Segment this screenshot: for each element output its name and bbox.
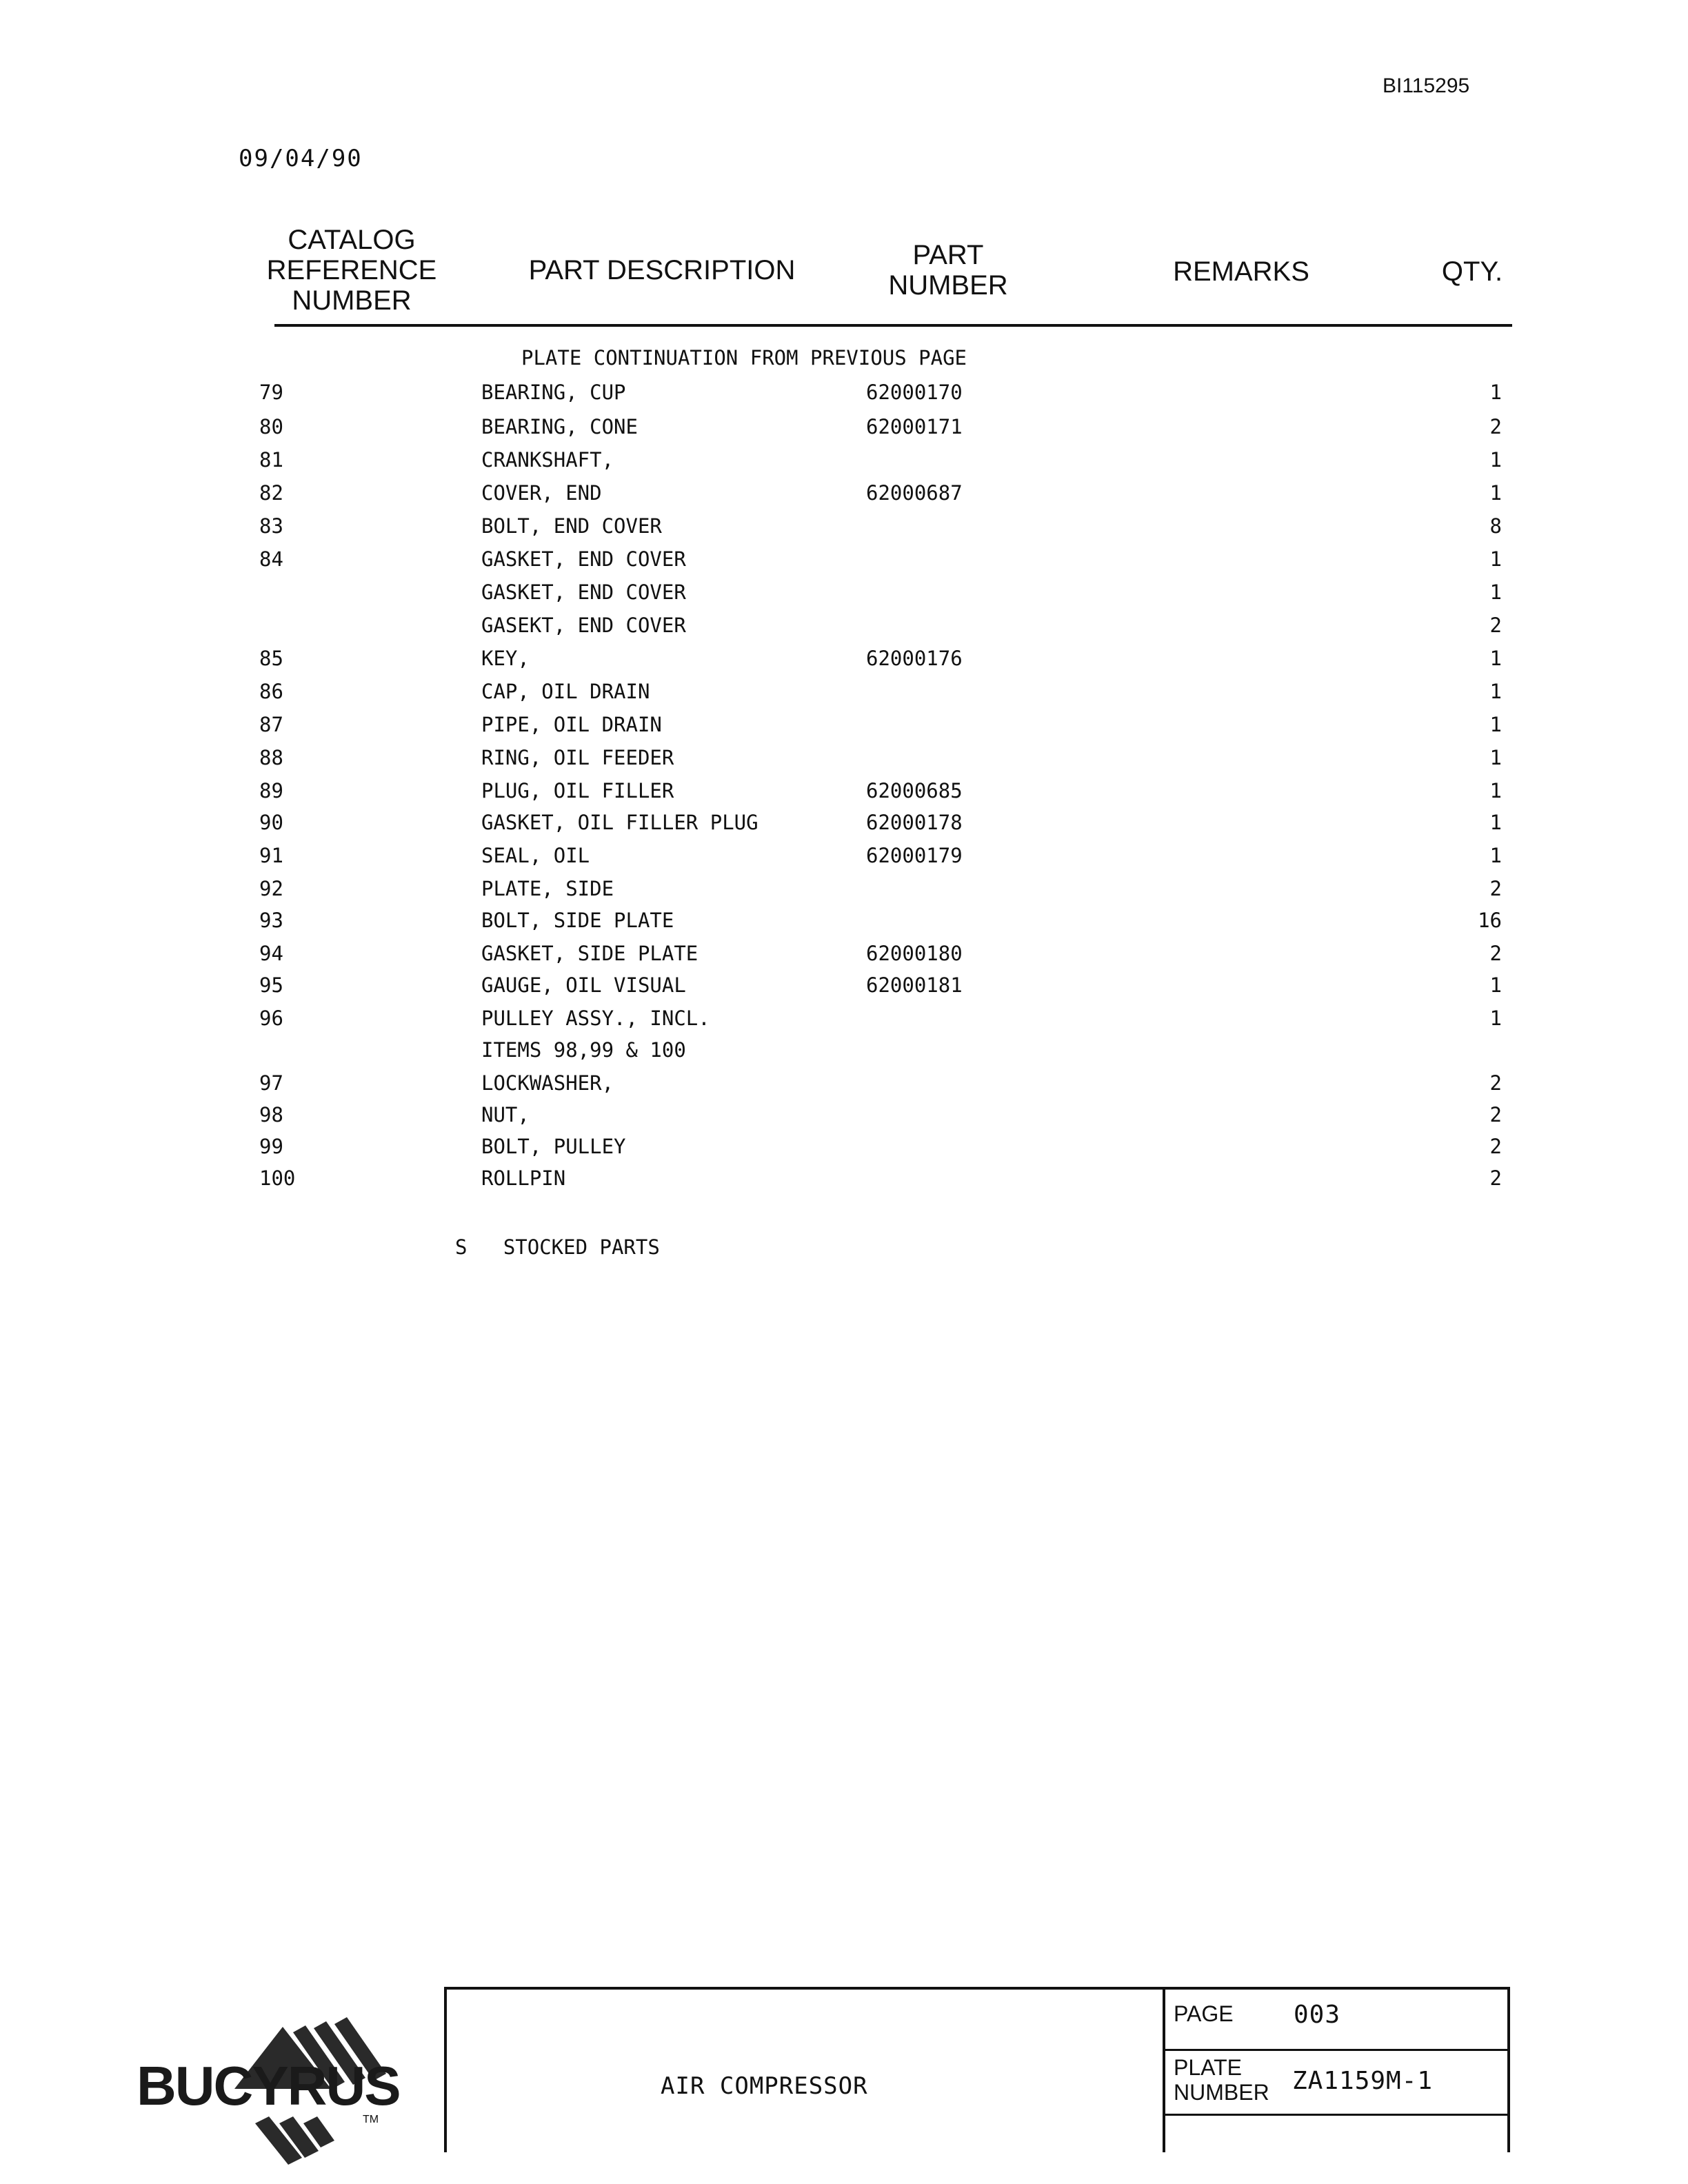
- part-description-cell: LOCKWASHER,: [481, 1071, 614, 1095]
- qty-cell: 1: [1489, 973, 1502, 997]
- continuation-note: PLATE CONTINUATION FROM PREVIOUS PAGE: [521, 346, 967, 370]
- part-number-cell: 62000178: [866, 811, 963, 834]
- catalog-ref-cell: 88: [259, 746, 283, 769]
- catalog-ref-cell: 99: [259, 1135, 283, 1158]
- part-description-cell: SEAL, OIL: [481, 844, 590, 867]
- part-description-cell: BEARING, CONE: [481, 415, 638, 438]
- catalog-ref-cell: 87: [259, 713, 283, 736]
- footer-divider: [1163, 1987, 1165, 2152]
- catalog-ref-cell: 94: [259, 942, 283, 965]
- table-row: [0, 779, 1688, 809]
- catalog-ref-cell: 82: [259, 481, 283, 505]
- catalog-ref-cell: 85: [259, 647, 283, 670]
- qty-cell: 8: [1489, 514, 1502, 538]
- table-row: [0, 481, 1688, 512]
- qty-cell: 1: [1489, 381, 1502, 404]
- qty-cell: 2: [1489, 415, 1502, 438]
- part-description-cell: GASKET, OIL FILLER PLUG: [481, 811, 758, 834]
- header-part-number: PART NUMBER: [888, 240, 1008, 301]
- catalog-ref-cell: 93: [259, 909, 283, 932]
- part-description-cell: COVER, END: [481, 481, 602, 505]
- logo-text: BUCYRUS: [137, 2055, 400, 2116]
- table-row: [0, 614, 1688, 644]
- header-remarks: REMARKS: [1173, 256, 1309, 287]
- table-row: [0, 381, 1688, 411]
- page-label: PAGE: [1174, 2001, 1234, 2026]
- document-date: 09/04/90: [239, 145, 363, 172]
- qty-cell: 2: [1489, 1166, 1502, 1190]
- page-value: 003: [1294, 2001, 1341, 2029]
- header-catalog-reference: CATALOG REFERENCE NUMBER: [266, 225, 437, 316]
- part-description-cell: BOLT, END COVER: [481, 514, 662, 538]
- footer-row-divider: [1163, 2049, 1510, 2051]
- catalog-ref-cell: 95: [259, 973, 283, 997]
- part-description-cell: GASEKT, END COVER: [481, 614, 686, 637]
- table-row: [0, 647, 1688, 677]
- part-description-cell: PIPE, OIL DRAIN: [481, 713, 662, 736]
- part-number-cell: 62000180: [866, 942, 963, 965]
- plate-number-value: ZA1159M-1: [1292, 2067, 1434, 2095]
- qty-cell: 1: [1489, 680, 1502, 703]
- table-row: [0, 415, 1688, 445]
- table-row: [0, 514, 1688, 545]
- table-row: [0, 973, 1688, 1004]
- catalog-ref-cell: 97: [259, 1071, 283, 1095]
- part-number-cell: 62000179: [866, 844, 963, 867]
- table-row: [0, 680, 1688, 710]
- qty-cell: 2: [1489, 1071, 1502, 1095]
- catalog-ref-cell: 98: [259, 1103, 283, 1126]
- stocked-parts-note: S STOCKED PARTS: [455, 1235, 660, 1259]
- part-description-cell: GASKET, END COVER: [481, 580, 686, 604]
- qty-cell: 16: [1478, 909, 1502, 932]
- table-row: [0, 713, 1688, 743]
- plate-label-line1: PLATE: [1174, 2055, 1242, 2080]
- qty-cell: 1: [1489, 547, 1502, 571]
- qty-cell: 2: [1489, 1135, 1502, 1158]
- catalog-ref-cell: 79: [259, 381, 283, 404]
- table-row: [0, 1038, 1688, 1069]
- table-row: [0, 448, 1688, 478]
- qty-cell: 1: [1489, 746, 1502, 769]
- qty-cell: 2: [1489, 877, 1502, 900]
- part-number-cell: 62000171: [866, 415, 963, 438]
- qty-cell: 2: [1489, 614, 1502, 637]
- table-row: [0, 909, 1688, 939]
- catalog-ref-cell: 84: [259, 547, 283, 571]
- table-row: [0, 1007, 1688, 1037]
- catalog-ref-cell: 91: [259, 844, 283, 867]
- table-row: [0, 1103, 1688, 1133]
- part-description-cell: GASKET, SIDE PLATE: [481, 942, 699, 965]
- logo-trademark: TM: [363, 2114, 379, 2125]
- header-qty: QTY.: [1441, 256, 1503, 287]
- header-rule: [274, 324, 1512, 327]
- part-description-cell: BOLT, PULLEY: [481, 1135, 626, 1158]
- qty-cell: 2: [1489, 1103, 1502, 1126]
- table-row: [0, 844, 1688, 874]
- table-row: [0, 1071, 1688, 1102]
- qty-cell: 1: [1489, 481, 1502, 505]
- plate-label-line2: NUMBER: [1174, 2080, 1269, 2105]
- header-part-description: PART DESCRIPTION: [528, 255, 796, 285]
- part-description-cell: BOLT, SIDE PLATE: [481, 909, 674, 932]
- qty-cell: 1: [1489, 811, 1502, 834]
- part-description-cell: PLATE, SIDE: [481, 877, 614, 900]
- table-row: [0, 746, 1688, 776]
- part-description-cell: GASKET, END COVER: [481, 547, 686, 571]
- part-description-cell: GAUGE, OIL VISUAL: [481, 973, 686, 997]
- part-number-cell: 62000170: [866, 381, 963, 404]
- part-description-cell: ROLLPIN: [481, 1166, 566, 1190]
- catalog-ref-cell: 100: [259, 1166, 296, 1190]
- part-description-cell: CAP, OIL DRAIN: [481, 680, 650, 703]
- catalog-ref-cell: 81: [259, 448, 283, 472]
- catalog-ref-cell: 92: [259, 877, 283, 900]
- table-row: [0, 877, 1688, 907]
- qty-cell: 1: [1489, 647, 1502, 670]
- part-number-cell: 62000176: [866, 647, 963, 670]
- part-description-cell: PLUG, OIL FILLER: [481, 779, 674, 802]
- qty-cell: 2: [1489, 942, 1502, 965]
- part-number-cell: 62000685: [866, 779, 963, 802]
- document-id: BI115295: [1383, 74, 1470, 97]
- catalog-ref-cell: 89: [259, 779, 283, 802]
- part-description-cell: ITEMS 98,99 & 100: [481, 1038, 686, 1062]
- catalog-ref-cell: 96: [259, 1007, 283, 1030]
- catalog-ref-cell: 86: [259, 680, 283, 703]
- part-description-cell: CRANKSHAFT,: [481, 448, 614, 472]
- catalog-ref-cell: 83: [259, 514, 283, 538]
- qty-cell: 1: [1489, 448, 1502, 472]
- table-row: [0, 1135, 1688, 1165]
- part-number-cell: 62000687: [866, 481, 963, 505]
- qty-cell: 1: [1489, 1007, 1502, 1030]
- qty-cell: 1: [1489, 779, 1502, 802]
- table-row: [0, 942, 1688, 972]
- catalog-ref-cell: 80: [259, 415, 283, 438]
- table-row: [0, 1166, 1688, 1197]
- part-description-cell: KEY,: [481, 647, 530, 670]
- part-description-cell: RING, OIL FEEDER: [481, 746, 674, 769]
- footer-row-divider-2: [1163, 2114, 1510, 2116]
- part-number-cell: 62000181: [866, 973, 963, 997]
- table-row: [0, 580, 1688, 611]
- part-description-cell: PULLEY ASSY., INCL.: [481, 1007, 710, 1030]
- part-description-cell: BEARING, CUP: [481, 381, 626, 404]
- qty-cell: 1: [1489, 580, 1502, 604]
- part-description-cell: NUT,: [481, 1103, 530, 1126]
- footer-title: AIR COMPRESSOR: [661, 2072, 868, 2100]
- qty-cell: 1: [1489, 844, 1502, 867]
- table-row: [0, 547, 1688, 578]
- qty-cell: 1: [1489, 713, 1502, 736]
- catalog-ref-cell: 90: [259, 811, 283, 834]
- table-row: [0, 811, 1688, 841]
